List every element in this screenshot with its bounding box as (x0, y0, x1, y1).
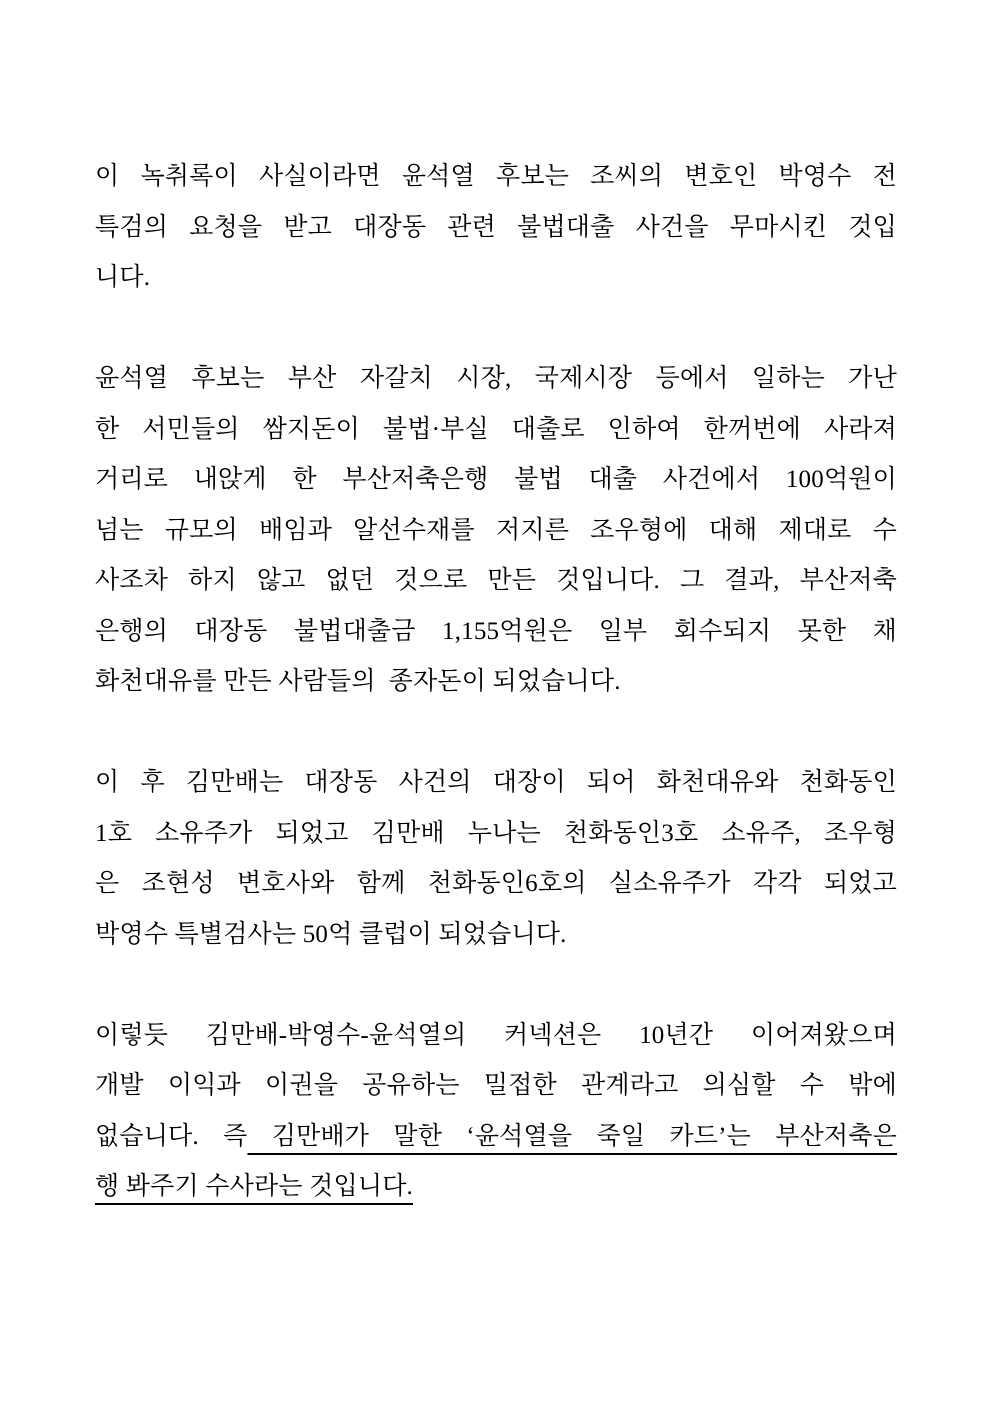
text-line: 화천대유를 만든 사람들의 종자돈이 되었습니다. (95, 668, 621, 695)
text-line: 이 후 김만배는 대장동 사건의 대장이 되어 화천대유와 천화동인 (95, 769, 897, 796)
text-line: 박영수 특별검사는 50억 클럽이 되었습니다. (95, 920, 567, 948)
paragraph-4 (95, 1011, 897, 1213)
text-segment: 없습니다. 즉 (95, 1122, 248, 1150)
text-line (95, 1162, 897, 1213)
text-line: 거리로 내앉게 한 부산저축은행 불법 대출 사건에서 100억원이 (95, 466, 897, 493)
text-line: 1호 소유주가 되었고 김만배 누나는 천화동인3호 소유주, 조우형 (95, 819, 897, 847)
text-line: 은 조현성 변호사와 함께 천화동인6호의 실소유주가 각각 되었고 (95, 870, 897, 897)
text-line: 이렇듯 김만배-박영수-윤석열의 커넥션은 10년간 이어져왔으며 (95, 1021, 897, 1049)
underlined-text-segment: 행 봐주기 수사라는 것입니다. (95, 1173, 414, 1200)
underlined-text-segment: 김만배가 말한 ‘윤석열을 죽일 카드’는 부산저축은 (247, 1122, 897, 1150)
paragraph-3 (95, 758, 897, 960)
text-line: 넘는 규모의 배임과 알선수재를 저지른 조우형에 대해 제대로 수 (95, 516, 897, 544)
text-line: 개발 이익과 이권을 공유하는 밀접한 관계라고 의심할 수 밖에 (95, 1072, 897, 1099)
text-line: 윤석열 후보는 부산 자갈치 시장, 국제시장 등에서 일하는 가난 (95, 365, 897, 392)
text-line (95, 1112, 897, 1163)
text-line: 한 서민들의 쌈지돈이 불법·부실 대출로 인하여 한꺼번에 사라져 (95, 415, 897, 443)
text-line: 니다. (95, 264, 151, 291)
paragraph-2 (95, 354, 897, 708)
text-line: 은행의 대장동 불법대출금 1,155억원은 일부 회수되지 못한 채 (95, 617, 897, 645)
text-line: 특검의 요청을 받고 대장동 관련 불법대출 사건을 무마시킨 것입 (95, 213, 897, 241)
paragraph-1 (95, 152, 897, 304)
text-line: 이 녹취록이 사실이라면 윤석열 후보는 조씨의 변호인 박영수 전 (95, 163, 897, 190)
text-line: 사조차 하지 않고 없던 것으로 만든 것입니다. 그 결과, 부산저축 (95, 567, 897, 594)
